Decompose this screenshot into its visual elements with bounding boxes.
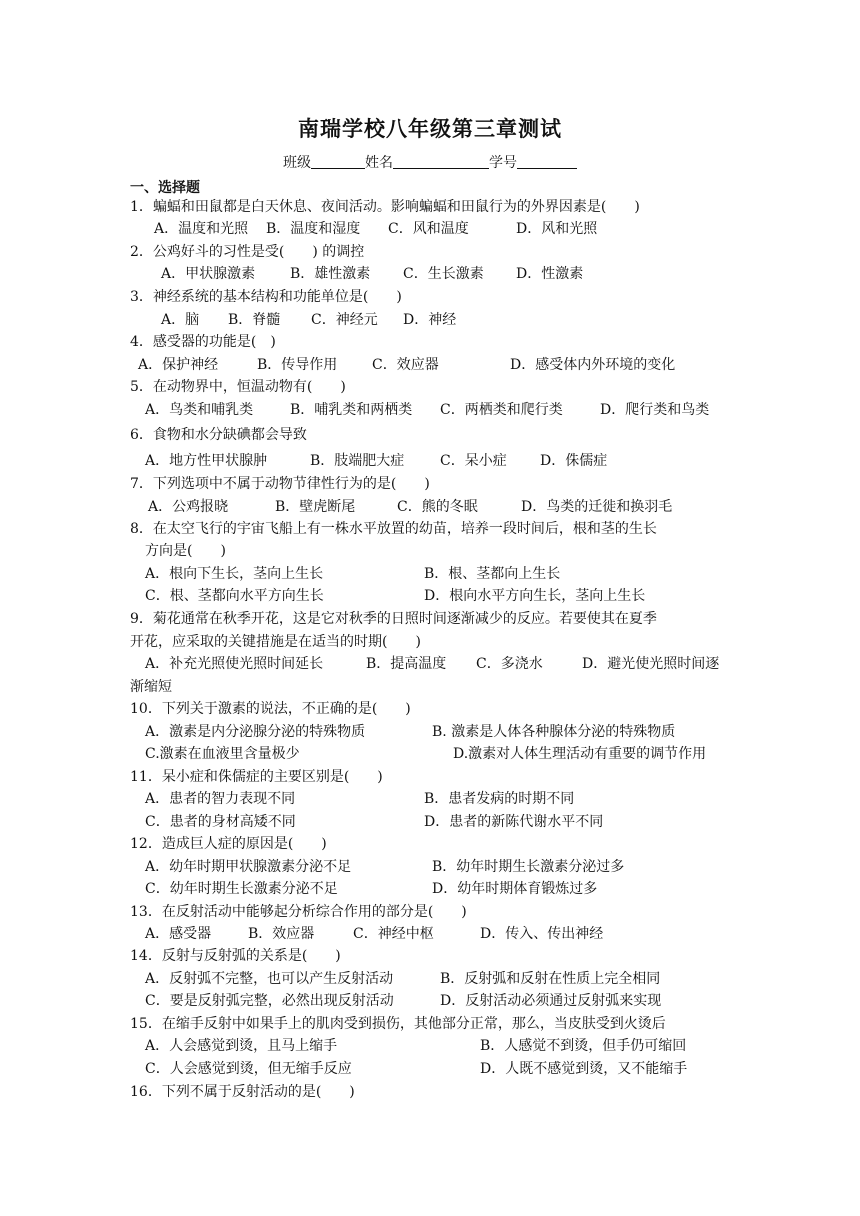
question-stem: 9．菊花通常在秋季开花，这是它对秋季的日照时间逐渐减少的反应。若要使其在夏季: [130, 611, 657, 627]
option: D．根向水平方向生长，茎向上生长: [424, 588, 646, 604]
option: B．雄性激素: [290, 266, 371, 282]
option: C．熊的冬眠: [397, 499, 478, 515]
option: C．风和温度: [388, 221, 469, 237]
option: B．效应器: [248, 926, 315, 942]
name-blank[interactable]: [393, 154, 489, 169]
option: A．激素是内分泌腺分泌的特殊物质: [145, 724, 366, 740]
question-stem: 16．下列不属于反射活动的是( ): [130, 1084, 355, 1100]
option: D．避光使光照时间逐: [582, 656, 720, 672]
option: B．幼年时期生长激素分泌过多: [432, 859, 625, 875]
option-continued: 渐缩短: [130, 679, 172, 695]
option: B．壁虎断尾: [275, 499, 356, 515]
option: C．两栖类和爬行类: [440, 402, 563, 418]
option: C．神经元: [311, 312, 378, 328]
question-stem: 11．呆小症和侏儒症的主要区别是( ): [130, 769, 383, 785]
option: C．根、茎都向水平方向生长: [145, 588, 324, 604]
question-stem: 3．神经系统的基本结构和功能单位是( ): [130, 289, 402, 305]
question-stem: 2．公鸡好斗的习性是受( ) 的调控: [130, 244, 365, 260]
student-info-line: [0, 152, 860, 172]
option: C．神经中枢: [353, 926, 434, 942]
option: A．甲状腺激素: [161, 266, 256, 282]
option: A．温度和光照: [154, 221, 249, 237]
option: B．反射弧和反射在性质上完全相同: [440, 971, 661, 987]
option: D．反射活动必须通过反射弧来实现: [440, 993, 662, 1009]
question-stem: 4．感受器的功能是( ): [130, 334, 276, 350]
option: D．感受体内外环境的变化: [510, 357, 676, 373]
id-blank[interactable]: [517, 154, 577, 169]
option: D．幼年时期体育锻炼过多: [432, 881, 598, 897]
name-label: 姓名: [365, 155, 393, 171]
option: A．幼年时期甲状腺激素分泌不足: [145, 859, 352, 875]
option: C．人会感觉到烫，但无缩手反应: [145, 1061, 352, 1077]
option: D．神经: [403, 312, 457, 328]
option: A．保护神经: [138, 357, 219, 373]
option: D．鸟类的迁徙和换羽毛: [521, 499, 673, 515]
option: A．补充光照使光照时间延长: [145, 656, 324, 672]
section-title: 一、选择题: [130, 180, 200, 196]
option: B. 激素是人体各种腺体分泌的特殊物质: [432, 724, 676, 740]
option: D．爬行类和鸟类: [600, 402, 710, 418]
option: B．患者发病的时期不同: [424, 791, 575, 807]
option: B．根、茎都向上生长: [424, 566, 561, 582]
question-stem: 7．下列选项中不属于动物节律性行为的是( ): [130, 476, 430, 492]
question-stem-continued: 方向是( ): [145, 543, 226, 559]
id-label: 学号: [489, 155, 517, 171]
option: D．风和光照: [516, 221, 598, 237]
option: D．侏儒症: [540, 453, 608, 469]
option: B．哺乳类和两栖类: [290, 402, 413, 418]
option: C．多浇水: [476, 656, 543, 672]
option: C．生长激素: [403, 266, 484, 282]
option: B．传导作用: [257, 357, 338, 373]
question-stem: 6．食物和水分缺碘都会导致: [130, 427, 307, 443]
option: C．呆小症: [440, 453, 507, 469]
page-title: 南瑞学校八年级第三章测试: [298, 117, 562, 141]
option: A．反射弧不完整，也可以产生反射活动: [145, 971, 394, 987]
question-stem: 5．在动物界中，恒温动物有( ): [130, 379, 346, 395]
option: A．地方性甲状腺肿: [145, 453, 268, 469]
class-blank[interactable]: [311, 154, 365, 169]
option: D．人既不感觉到烫，又不能缩手: [480, 1061, 688, 1077]
option: B．肢端肥大症: [310, 453, 405, 469]
option: C.激素在血液里含量极少: [145, 746, 300, 762]
question-stem: 1．蝙蝠和田鼠都是白天休息、夜间活动。影响蝙蝠和田鼠行为的外界因素是( ): [130, 199, 640, 215]
class-label: 班级: [283, 155, 311, 171]
option: A．根向下生长，茎向上生长: [145, 566, 324, 582]
option: C．幼年时期生长激素分泌不足: [145, 881, 338, 897]
option: D．患者的新陈代谢水平不同: [424, 814, 604, 830]
question-stem: 14．反射与反射弧的关系是( ): [130, 948, 341, 964]
question-stem: 12．造成巨人症的原因是( ): [130, 836, 327, 852]
option: B．提高温度: [366, 656, 447, 672]
option: B．温度和湿度: [266, 221, 361, 237]
option: A．公鸡报晓: [148, 499, 229, 515]
option: A．鸟类和哺乳类: [145, 402, 254, 418]
question-stem-continued: 开花，应采取的关键措施是在适当的时期( ): [130, 634, 421, 650]
option: C．要是反射弧完整，必然出现反射活动: [145, 993, 394, 1009]
option: B．脊髓: [228, 312, 281, 328]
option: C．效应器: [372, 357, 439, 373]
option: D.激素对人体生理活动有重要的调节作用: [453, 746, 707, 762]
option: A．脑: [161, 312, 200, 328]
question-stem: 13．在反射活动中能够起分析综合作用的部分是( ): [130, 904, 467, 920]
option: C．患者的身材高矮不同: [145, 814, 296, 830]
option: D．传入、传出神经: [480, 926, 604, 942]
option: B．人感觉不到烫，但手仍可缩回: [480, 1038, 687, 1054]
option: A．感受器: [145, 926, 212, 942]
option: D．性激素: [516, 266, 584, 282]
question-stem: 8．在太空飞行的宇宙飞船上有一株水平放置的幼苗，培养一段时间后，根和茎的生长: [130, 521, 657, 537]
question-stem: 15．在缩手反射中如果手上的肌肉受到损伤，其他部分正常，那么，当皮肤受到火烫后: [130, 1016, 666, 1032]
question-stem: 10．下列关于激素的说法，不正确的是( ): [130, 701, 411, 717]
option: A．患者的智力表现不同: [145, 791, 296, 807]
option: A．人会感觉到烫，且马上缩手: [145, 1038, 338, 1054]
